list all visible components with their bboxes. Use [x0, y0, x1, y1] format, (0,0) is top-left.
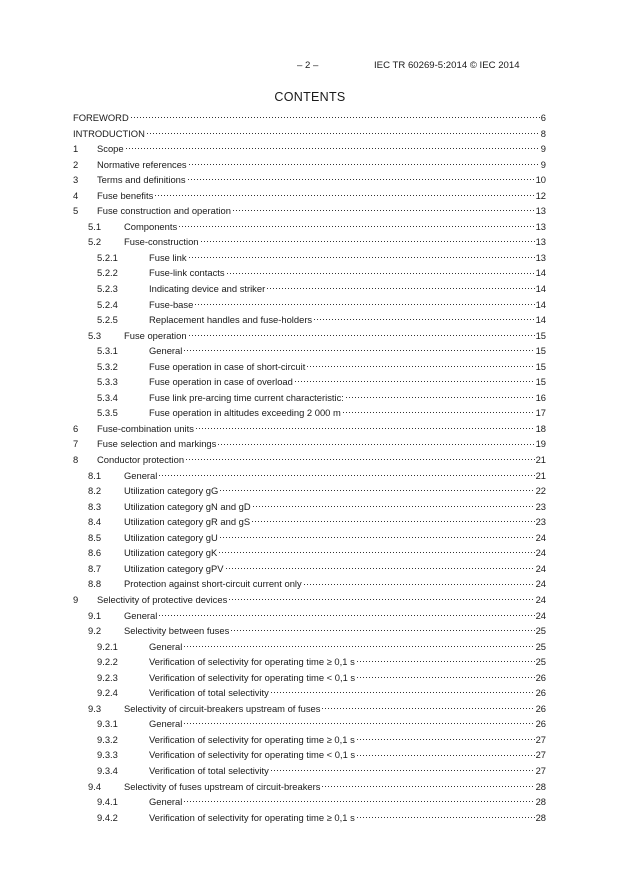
toc-entry-page: 13 [535, 251, 546, 263]
toc-entry-title: Utilization category gPV [124, 562, 224, 574]
document-reference: IEC TR 60269-5:2014 © IEC 2014 [374, 60, 520, 71]
toc-entry-title: Normative references [97, 158, 187, 170]
toc-entry[interactable] [73, 407, 546, 423]
toc-dot-leader [188, 254, 535, 260]
toc-entry[interactable] [73, 672, 546, 688]
toc-entry[interactable] [73, 454, 546, 470]
toc-entry[interactable] [73, 128, 546, 144]
toc-entry[interactable] [73, 112, 546, 128]
toc-entry-number: 5.3.1 [97, 345, 118, 357]
toc-entry[interactable] [73, 221, 546, 237]
toc-entry-page: 14 [535, 314, 546, 326]
toc-entry-number: 8.2 [88, 485, 102, 497]
toc-entry-page: 14 [535, 267, 546, 279]
toc-dot-leader [217, 440, 534, 446]
toc-entry-number: 6 [73, 422, 79, 434]
toc-entry-page: 21 [535, 454, 546, 466]
toc-entry[interactable] [73, 205, 546, 221]
toc-entry[interactable] [73, 625, 546, 641]
toc-entry-title: Verification of selectivity for operating time ≥ 0,1 s [149, 733, 355, 745]
toc-entry-number: 9.1 [88, 609, 102, 621]
toc-entry-page: 16 [535, 391, 546, 403]
page-title: CONTENTS [274, 90, 346, 104]
toc-dot-leader [251, 518, 534, 524]
toc-entry-number: 9.3.3 [97, 749, 118, 761]
toc-entry-title: General [124, 469, 158, 481]
toc-entry-number: 9.4.1 [97, 796, 118, 808]
toc-dot-leader [228, 596, 534, 602]
toc-entry-page: 28 [535, 796, 546, 808]
toc-entry-page: 26 [535, 687, 546, 699]
toc-entry-page: 9 [540, 158, 546, 170]
toc-entry-number: 5.3.4 [97, 391, 118, 403]
toc-entry-page: 24 [535, 562, 546, 574]
toc-entry[interactable] [73, 687, 546, 703]
toc-dot-leader [183, 347, 534, 353]
toc-entry-number: 2 [73, 158, 79, 170]
toc-entry[interactable] [73, 532, 546, 548]
toc-entry-title: Verification of total selectivity [149, 687, 269, 699]
toc-entry-title: Fuse construction and operation [97, 205, 231, 217]
toc-dot-leader [154, 192, 534, 198]
toc-dot-leader [306, 363, 534, 369]
toc-entry[interactable] [73, 330, 546, 346]
toc-dot-leader [294, 378, 535, 384]
toc-entry-title: Fuse-link contacts [149, 267, 225, 279]
toc-entry-title: Components [124, 220, 178, 232]
toc-entry-page: 27 [535, 733, 546, 745]
toc-entry-title: Fuse-construction [124, 236, 199, 248]
toc-entry-page: 14 [535, 283, 546, 295]
toc-entry[interactable] [73, 423, 546, 439]
toc-dot-leader [356, 751, 534, 757]
toc-dot-leader [321, 705, 534, 711]
toc-dot-leader [219, 487, 534, 493]
toc-entry-page: 19 [535, 438, 546, 450]
toc-dot-leader [356, 658, 535, 664]
toc-entry-number: 8.7 [88, 562, 102, 574]
toc-entry[interactable] [73, 174, 546, 190]
toc-entry-page: 15 [535, 329, 546, 341]
toc-dot-leader [225, 565, 535, 571]
toc-entry-title: Indicating device and striker [149, 283, 266, 295]
toc-entry-page: 23 [535, 516, 546, 528]
toc-entry[interactable] [73, 485, 546, 501]
toc-entry-title: General [149, 718, 183, 730]
toc-entry-title: Fuse-base [149, 298, 194, 310]
toc-dot-leader [195, 425, 535, 431]
toc-entry-page: 27 [535, 764, 546, 776]
toc-dot-leader [194, 301, 534, 307]
toc-entry-title: Selectivity of circuit-breakers upstream of fuses [124, 702, 321, 714]
toc-entry-number: 8.8 [88, 578, 102, 590]
toc-entry-title: General [149, 345, 183, 357]
toc-entry-page: 13 [535, 205, 546, 217]
toc-dot-leader [187, 176, 535, 182]
toc-entry-page: 18 [535, 422, 546, 434]
toc-entry-page: 8 [540, 127, 546, 139]
toc-entry-title: Fuse-combination units [97, 422, 194, 434]
toc-entry[interactable] [73, 641, 546, 657]
toc-entry-title: General [149, 640, 183, 652]
toc-dot-leader [146, 130, 540, 136]
table-of-contents [73, 112, 546, 827]
toc-entry-page: 24 [535, 578, 546, 590]
toc-entry[interactable] [73, 438, 546, 454]
toc-entry-number: 8.3 [88, 500, 102, 512]
toc-entry-number: 8.1 [88, 469, 102, 481]
toc-dot-leader [356, 814, 535, 820]
toc-entry-page: 28 [535, 811, 546, 823]
toc-entry-number: 5.2.5 [97, 314, 118, 326]
toc-entry-title: Verification of selectivity for operating time < 0,1 s [149, 749, 356, 761]
toc-entry-number: 3 [73, 174, 79, 186]
toc-entry-title: General [149, 796, 183, 808]
toc-entry-page: 25 [535, 656, 546, 668]
toc-entry-title: General [124, 609, 158, 621]
toc-entry[interactable] [73, 143, 546, 159]
toc-entry-number: 5.3.3 [97, 376, 118, 388]
toc-entry[interactable] [73, 299, 546, 315]
toc-entry[interactable] [73, 314, 546, 330]
toc-entry-number: 8.5 [88, 531, 102, 543]
toc-entry-title: Utilization category gG [124, 485, 219, 497]
toc-dot-leader [130, 114, 540, 120]
toc-dot-leader [185, 456, 535, 462]
toc-entry-number: 9.4 [88, 780, 102, 792]
toc-entry-title: Terms and definitions [97, 174, 186, 186]
toc-entry-number: 9.3.2 [97, 733, 118, 745]
toc-entry-number: 9 [73, 593, 79, 605]
toc-dot-leader [345, 394, 535, 400]
toc-entry-page: 22 [535, 485, 546, 497]
toc-entry-number: 9.3.1 [97, 718, 118, 730]
toc-entry-title: Fuse operation in altitudes exceeding 2 000 m [149, 407, 341, 419]
toc-entry-page: 26 [535, 718, 546, 730]
toc-entry[interactable] [73, 516, 546, 532]
toc-entry-title: Fuse benefits [97, 189, 154, 201]
toc-entry[interactable] [73, 703, 546, 719]
toc-dot-leader [356, 674, 534, 680]
toc-entry[interactable] [73, 159, 546, 175]
toc-entry[interactable] [73, 252, 546, 268]
toc-entry[interactable] [73, 749, 546, 765]
toc-entry-title: Utilization category gR and gS [124, 516, 251, 528]
toc-dot-leader [342, 409, 535, 415]
toc-dot-leader [178, 223, 534, 229]
toc-entry-title: FOREWORD [73, 112, 129, 123]
toc-dot-leader [188, 332, 535, 338]
toc-entry-page: 17 [535, 407, 546, 419]
toc-entry-title: Fuse operation in case of overload [149, 376, 293, 388]
toc-dot-leader [158, 612, 534, 618]
toc-entry-page: 27 [535, 749, 546, 761]
toc-dot-leader [183, 720, 534, 726]
toc-entry-page: 24 [535, 547, 546, 559]
toc-dot-leader [266, 285, 534, 291]
toc-entry-number: 9.2.3 [97, 671, 118, 683]
toc-entry-number: 8.4 [88, 516, 102, 528]
toc-dot-leader [303, 580, 535, 586]
toc-entry-page: 10 [535, 174, 546, 186]
toc-entry-page: 25 [535, 640, 546, 652]
toc-entry-title: Protection against short-circuit current only [124, 578, 302, 590]
toc-entry[interactable] [73, 392, 546, 408]
toc-dot-leader [183, 798, 534, 804]
toc-entry-title: Utilization category gN and gD [124, 500, 251, 512]
page-number: – 2 – [297, 60, 319, 71]
toc-entry-page: 15 [535, 376, 546, 388]
toc-entry[interactable] [73, 361, 546, 377]
toc-entry-title: Selectivity between fuses [124, 625, 230, 637]
toc-entry[interactable] [73, 765, 546, 781]
toc-dot-leader [200, 238, 535, 244]
toc-entry-number: 5.3 [88, 329, 102, 341]
toc-dot-leader [356, 736, 535, 742]
toc-entry-title: Fuse operation [124, 329, 187, 341]
toc-entry[interactable] [73, 796, 546, 812]
toc-entry-page: 14 [535, 298, 546, 310]
toc-entry-number: 9.2.2 [97, 656, 118, 668]
toc-entry[interactable] [73, 812, 546, 828]
toc-entry-title: Fuse selection and markings [97, 438, 217, 450]
toc-entry-number: 5.2 [88, 236, 102, 248]
toc-dot-leader [218, 549, 534, 555]
toc-dot-leader [313, 316, 534, 322]
toc-entry[interactable] [73, 345, 546, 361]
toc-entry-number: 9.2.1 [97, 640, 118, 652]
toc-dot-leader [158, 472, 534, 478]
toc-entry[interactable] [73, 376, 546, 392]
toc-entry-title: Fuse operation in case of short-circuit [149, 360, 306, 372]
toc-entry-page: 15 [535, 345, 546, 357]
toc-entry[interactable] [73, 267, 546, 283]
toc-entry-page: 24 [535, 593, 546, 605]
toc-entry[interactable] [73, 190, 546, 206]
toc-dot-leader [270, 689, 535, 695]
toc-entry-number: 1 [73, 143, 79, 155]
toc-entry-number: 9.4.2 [97, 811, 118, 823]
toc-entry-page: 26 [535, 671, 546, 683]
toc-entry-title: Fuse link pre-arcing time current characteristic: [149, 391, 344, 403]
toc-entry-number: 8 [73, 454, 79, 466]
toc-entry[interactable] [73, 594, 546, 610]
toc-entry-number: 8.6 [88, 547, 102, 559]
toc-entry-title: Verification of selectivity for operating time ≥ 0,1 s [149, 656, 355, 668]
toc-entry[interactable] [73, 547, 546, 563]
toc-entry-page: 6 [540, 112, 546, 123]
toc-dot-leader [188, 161, 540, 167]
toc-entry-number: 5.2.1 [97, 251, 118, 263]
toc-entry[interactable] [73, 236, 546, 252]
toc-entry-page: 26 [535, 702, 546, 714]
toc-entry[interactable] [73, 718, 546, 734]
toc-entry-title: Verification of selectivity for operating time ≥ 0,1 s [149, 811, 355, 823]
toc-dot-leader [183, 643, 534, 649]
toc-entry-number: 5.3.5 [97, 407, 118, 419]
toc-entry-title: Verification of selectivity for operating time < 0,1 s [149, 671, 356, 683]
toc-entry[interactable] [73, 734, 546, 750]
toc-entry-number: 9.3 [88, 702, 102, 714]
toc-entry[interactable] [73, 563, 546, 579]
toc-entry-number: 5 [73, 205, 79, 217]
toc-dot-leader [321, 783, 534, 789]
toc-entry-number: 9.2 [88, 625, 102, 637]
toc-entry[interactable] [73, 470, 546, 486]
toc-entry-title: Conductor protection [97, 454, 185, 466]
toc-dot-leader [232, 207, 535, 213]
toc-entry-number: 5.1 [88, 220, 102, 232]
toc-entry-page: 13 [535, 236, 546, 248]
toc-entry-page: 23 [535, 500, 546, 512]
toc-entry-number: 5.3.2 [97, 360, 118, 372]
toc-entry-number: 5.2.4 [97, 298, 118, 310]
toc-entry-title: Utilization category gU [124, 531, 218, 543]
toc-dot-leader [270, 767, 535, 773]
toc-entry-page: 25 [535, 625, 546, 637]
toc-dot-leader [219, 534, 535, 540]
toc-entry-page: 12 [535, 189, 546, 201]
toc-entry-number: 7 [73, 438, 79, 450]
toc-entry-title: Verification of total selectivity [149, 764, 269, 776]
toc-entry-title: Replacement handles and fuse-holders [149, 314, 313, 326]
toc-entry-title: Selectivity of fuses upstream of circuit-breakers [124, 780, 321, 792]
toc-entry[interactable] [73, 781, 546, 797]
toc-entry-number: 9.3.4 [97, 764, 118, 776]
toc-entry-page: 13 [535, 220, 546, 232]
toc-entry-page: 21 [535, 469, 546, 481]
toc-entry[interactable] [73, 656, 546, 672]
toc-entry[interactable] [73, 501, 546, 517]
toc-entry[interactable] [73, 610, 546, 626]
toc-dot-leader [252, 503, 535, 509]
toc-entry-page: 9 [540, 143, 546, 155]
toc-entry-page: 28 [535, 780, 546, 792]
toc-entry[interactable] [73, 283, 546, 299]
toc-entry[interactable] [73, 578, 546, 594]
toc-entry-number: 5.2.2 [97, 267, 118, 279]
toc-dot-leader [230, 627, 534, 633]
toc-entry-title: INTRODUCTION [73, 127, 145, 139]
toc-entry-page: 24 [535, 531, 546, 543]
toc-entry-title: Selectivity of protective devices [97, 593, 228, 605]
toc-dot-leader [226, 269, 535, 275]
toc-entry-number: 4 [73, 189, 79, 201]
toc-entry-title: Scope [97, 143, 124, 155]
toc-entry-title: Fuse link [149, 251, 187, 263]
toc-entry-title: Utilization category gK [124, 547, 218, 559]
toc-entry-number: 9.2.4 [97, 687, 118, 699]
toc-entry-page: 24 [535, 609, 546, 621]
toc-dot-leader [125, 145, 540, 151]
toc-entry-number: 5.2.3 [97, 283, 118, 295]
toc-entry-page: 15 [535, 360, 546, 372]
